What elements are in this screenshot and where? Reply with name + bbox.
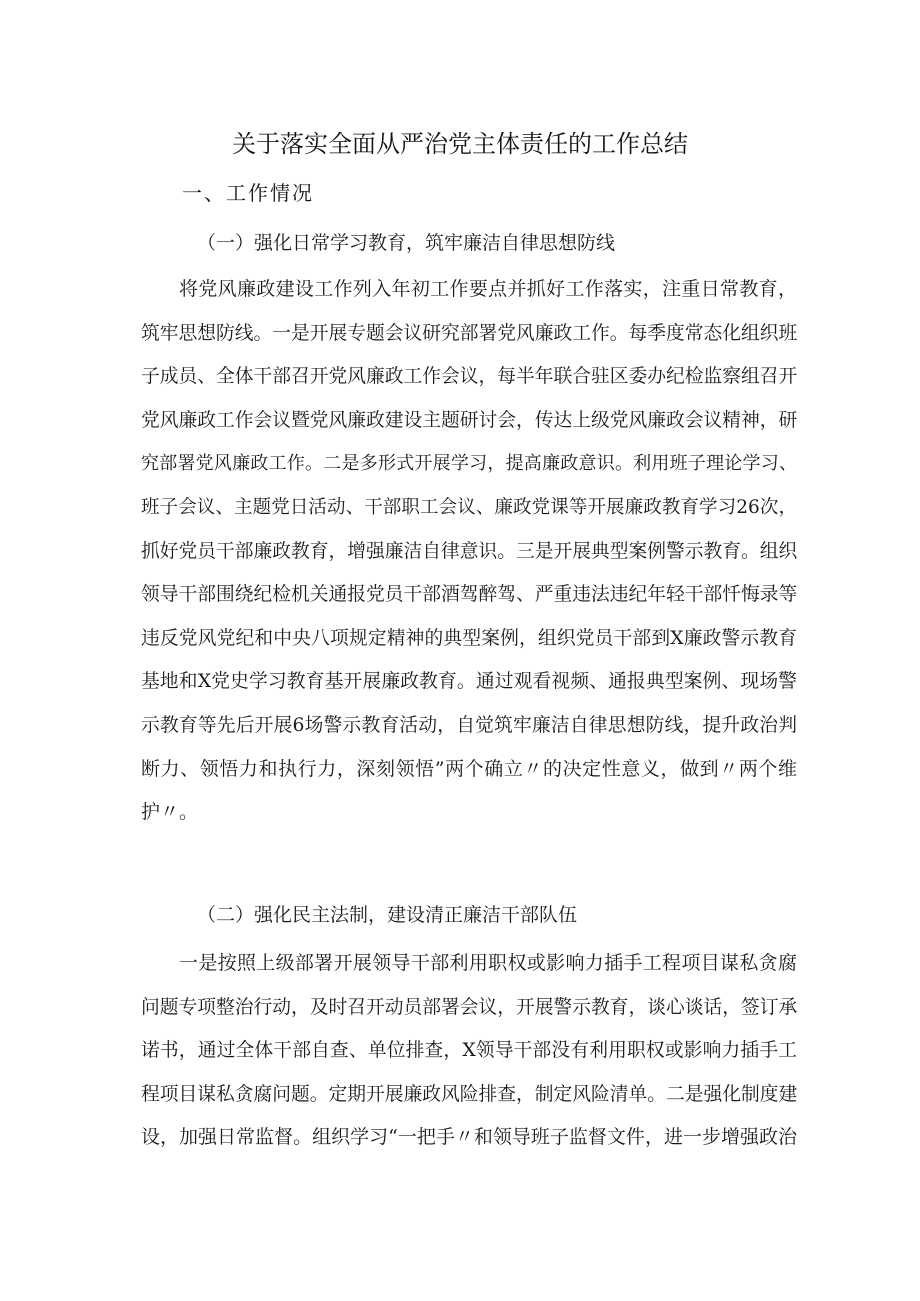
document-title: 关于落实全面从严治党主体责任的工作总结 [232,130,688,158]
paragraph-line: 断力、领悟力和执行力，深刻领悟”两个确立〃的决定性意义，做到〃两个维 [141,757,797,780]
paragraph-2 [141,942,797,1160]
paragraph-line: 示教育等先后开展6场警示教育活动，自觉筑牢廉洁自律思想防线，提升政治判 [141,714,797,736]
paragraph-line: 基地和X党史学习教育基开展廉政教育。通过观看视频、通报典型案例、现场警 [141,671,797,693]
paragraph-line: 程项目谋私贪腐问题。定期开展廉政风险排查，制定风险清单。二是强化制度建 [141,1083,797,1105]
section-heading-work-status: 一、工作情况 [182,181,314,205]
paragraph-line: 将党风廉政建设工作列入年初工作要点并抓好工作落实，注重日常教育， [179,278,797,300]
subsection-heading-1: （一）强化日常学习教育，筑牢廉洁自律思想防线 [197,232,616,254]
subsection-heading-2: （二）强化民主法制，建设清正廉洁干部队伍 [197,904,578,926]
paragraph-line: 护〃。 [141,801,199,824]
paragraph-line: 筑牢思想防线。一是开展专题会议研究部署党风廉政工作。每季度常态化组织班 [141,322,797,344]
paragraph-1 [141,268,797,835]
paragraph-line: 抓好党员干部廉政教育，增强廉洁自律意识。三是开展典型案例警示教育。组织 [141,540,797,562]
paragraph-line: 问题专项整治行动，及时召开动员部署会议，开展警示教育，谈心谈话，签订承 [141,996,797,1018]
paragraph-line: 党风廉政工作会议暨党风廉政建设主题研讨会，传达上级党风廉政会议精神，研 [141,409,797,431]
paragraph-line: 一是按照上级部署开展领导干部利用职权或影响力插手工程项目谋私贪腐 [179,952,797,974]
paragraph-line: 子成员、全体干部召开党风廉政工作会议，每半年联合驻区委办纪检监察组召开 [141,366,797,388]
paragraph-line: 领导干部围绕纪检机关通报党员干部酒驾醉驾、严重违法违纪年轻干部忏悔录等 [141,584,797,606]
paragraph-line: 班子会议、主题党日活动、干部职工会议、廉政党课等开展廉政教育学习26次， [141,496,797,518]
paragraph-line: 设，加强日常监督。组织学习“一把手〃和领导班子监督文件，进一步增强政治 [141,1126,797,1149]
paragraph-line: 究部署党风廉政工作。二是多形式开展学习，提高廉政意识。利用班子理论学习、 [141,453,797,475]
paragraph-line: 违反党风党纪和中央八项规定精神的典型案例，组织党员干部到X廉政警示教育 [141,627,797,649]
paragraph-line: 诺书，通过全体干部自查、单位排查，X领导干部没有利用职权或影响力插手工 [141,1040,797,1062]
